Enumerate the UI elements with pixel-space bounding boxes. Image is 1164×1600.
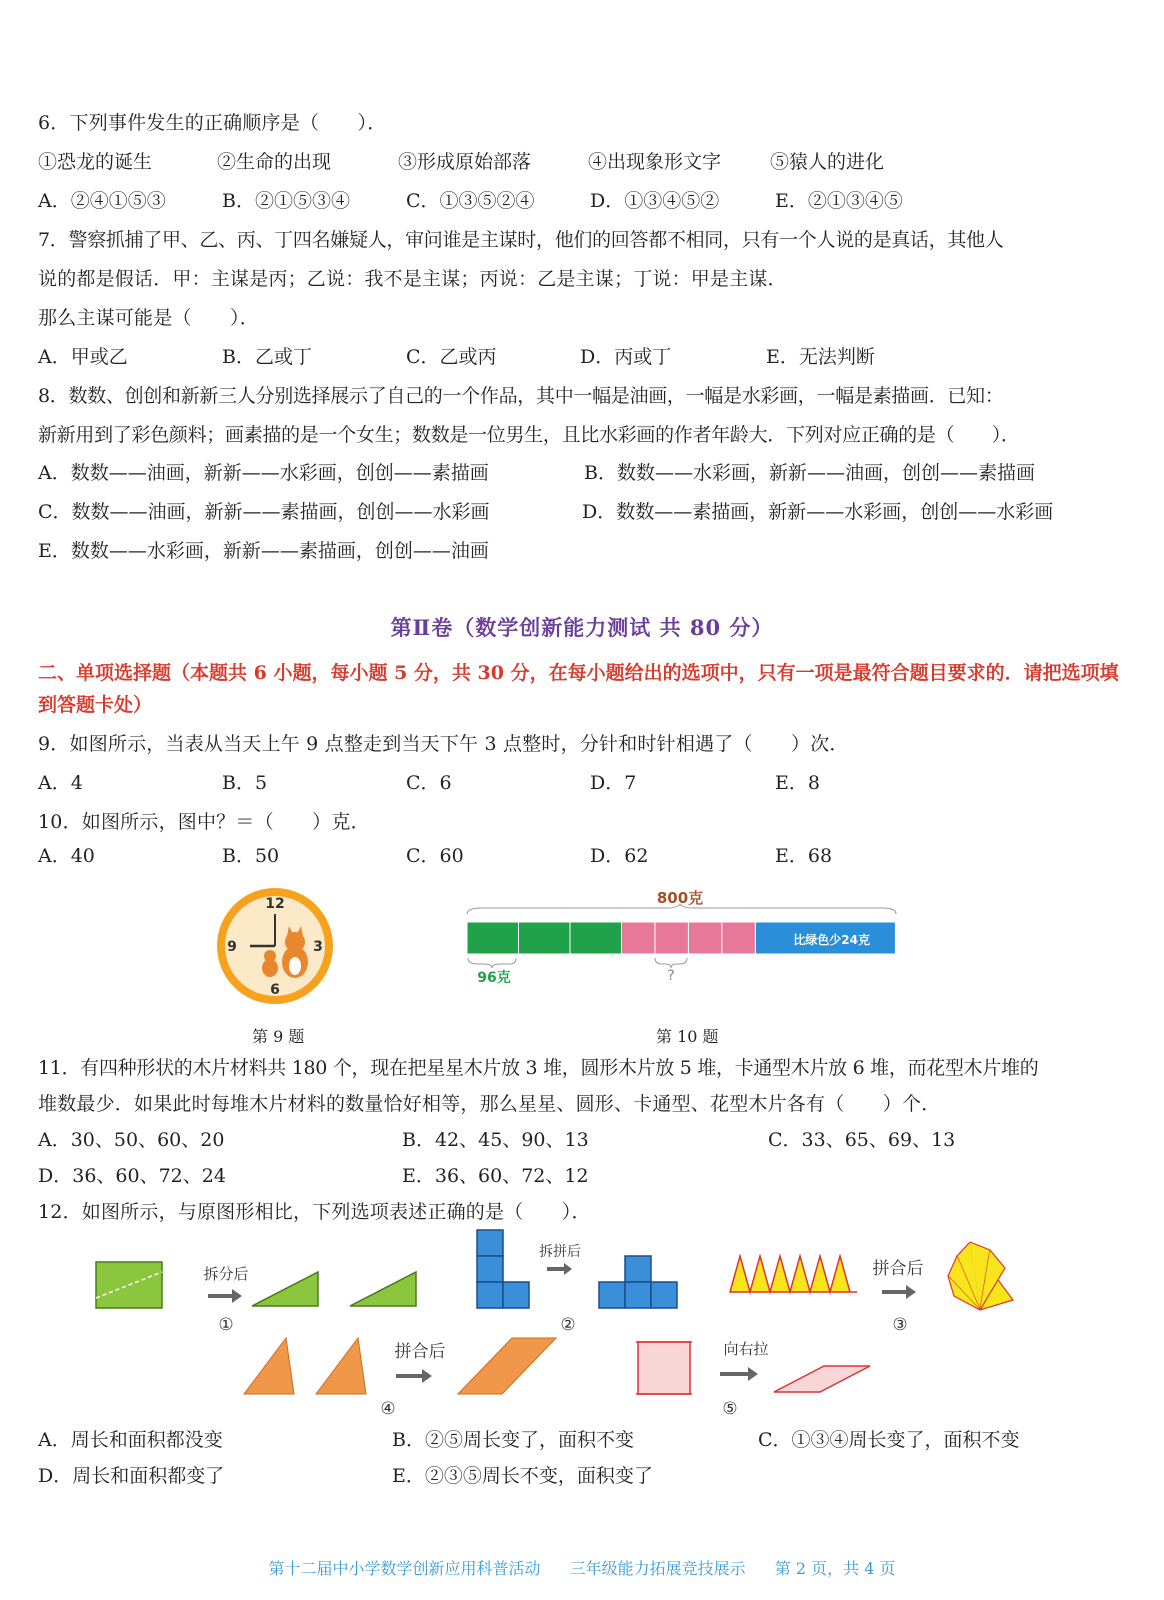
page-footer: [0, 1556, 1164, 1579]
q7-line-2: 说的都是假话．甲：主谋是丙；乙说：我不是主谋；丙说：乙是主谋；丁说：甲是主谋．: [38, 268, 787, 290]
q8-line-1: 8．数数、创创和新新三人分别选择展示了自己的一个作品，其中一幅是油画，一幅是水彩画，一幅是素描画．已知：: [38, 385, 1004, 407]
q6-option-e: E．②①③④⑤: [775, 190, 903, 212]
q6-event-2: ②生命的出现: [217, 151, 332, 173]
q6-event-4: ④出现象形文字: [588, 151, 722, 173]
q8-option-e: E．数数——水彩画，新新——素描画，创创——油画: [38, 540, 489, 562]
green-segment: [467, 922, 519, 954]
q8-option-a: A．数数——油画，新新——水彩画，创创——素描画: [38, 462, 489, 484]
bar-model-figure: [462, 884, 902, 994]
q6-event-3: ③形成原始部落: [398, 151, 532, 173]
circled-4: ④: [380, 1399, 396, 1419]
q8-option-b: B．数数——水彩画，新新——油画，创创——素描画: [584, 462, 1035, 484]
q6-stem: 6．下列事件发生的正确顺序是（ ）．: [38, 112, 387, 134]
green-segment-label: 96克: [477, 970, 511, 986]
q7-line-1: 7．警察抓捕了甲、乙、丙、丁四名嫌疑人，审问谁是主谋时，他们的回答都不相同，只有一个人说的是真话，其他人: [38, 229, 1004, 251]
q9-option-a: A．4: [38, 772, 83, 794]
q10-stem: 10．如图所示，图中？＝（ ）克．: [38, 811, 370, 833]
label-split: 拆分后: [203, 1265, 249, 1283]
q11-option-c: C．33、65、69、13: [768, 1129, 956, 1151]
q6-option-d: D．①③④⑤②: [590, 190, 720, 212]
q11-line-1: 11．有四种形状的木片材料共 180 个，现在把星星木片放 3 堆，圆形木片放 5 堆，卡通型木片放 6 堆，而花型木片堆的: [38, 1057, 1039, 1079]
q9-stem: 9．如图所示，当表从当天上午 9 点整走到当天下午 3 点整时，分针和时针相遇了（ ）次．: [38, 733, 849, 755]
total-label: 800克: [656, 889, 704, 907]
q8-option-d: D．数数——素描画，新新——水彩画，创创——水彩画: [582, 501, 1054, 523]
label-combine-3: 拼合后: [872, 1259, 924, 1279]
q10-option-d: D．62: [590, 845, 649, 867]
green-segment: [519, 922, 571, 954]
blue-segment-label: 比绿色少24克: [793, 933, 870, 947]
clock-number-9: 9: [227, 939, 237, 955]
pink-segment: [622, 922, 655, 954]
q7-option-b: B．乙或丁: [222, 346, 312, 368]
q8-line-2: 新新用到了彩色颜料；画素描的是一个女生；数数是一位男生，且比水彩画的作者年龄大．下列对应正确的是（ ）．: [38, 424, 1020, 446]
q8-option-c: C．数数——油画，新新——素描画，创创——水彩画: [38, 501, 490, 523]
circled-3: ③: [892, 1315, 908, 1335]
green-segment: [570, 922, 622, 954]
q7-option-d: D．丙或丁: [580, 346, 672, 368]
q7-option-a: A．甲或乙: [38, 346, 128, 368]
footer-page: 第 2 页，共 4 页: [774, 1559, 896, 1578]
q10-option-c: C．60: [406, 845, 464, 867]
clock-figure: [210, 884, 340, 1014]
clock-number-12: 12: [265, 896, 285, 912]
pink-segment: [655, 922, 688, 954]
q6-option-b: B．②①⑤③④: [222, 190, 350, 212]
q12-option-b: B．②⑤周长变了，面积不变: [392, 1429, 634, 1451]
q6-event-5: ⑤猿人的进化: [770, 151, 885, 173]
q9-option-b: B．5: [222, 772, 268, 794]
q11-line-2: 堆数最少．如果此时每堆木片材料的数量恰好相等，那么星星、圆形、卡通型、花型木片各有（ ）个．: [38, 1093, 941, 1115]
q11-option-b: B．42、45、90、13: [402, 1129, 589, 1151]
q7-option-c: C．乙或丙: [406, 346, 497, 368]
q9-caption: 第 9 题: [252, 1027, 305, 1046]
shape-transform-figure: [80, 1226, 1040, 1426]
section-2-title: 第Ⅱ卷（数学创新能力测试 共 80 分）: [390, 615, 774, 640]
q12-option-c: C．①③④周长变了，面积不变: [758, 1429, 1020, 1451]
footer-grade: 三年级能力拓展竞技展示: [569, 1559, 746, 1578]
label-pull-right: 向右拉: [723, 1340, 769, 1358]
q10-option-a: A．40: [38, 845, 95, 867]
q10-caption: 第 10 题: [656, 1027, 719, 1046]
q12-option-d: D．周长和面积都变了: [38, 1465, 225, 1487]
q7-line-3: 那么主谋可能是（ ）．: [38, 307, 259, 329]
q9-option-c: C．6: [406, 772, 452, 794]
q6-event-1: ①恐龙的诞生: [38, 151, 153, 173]
q9-option-e: E．8: [775, 772, 820, 794]
q7-option-e: E．无法判断: [766, 346, 875, 368]
label-rearrange: 拆拼后: [539, 1244, 581, 1260]
q11-option-e: E．36、60、72、12: [402, 1165, 589, 1187]
total-brace: [467, 904, 896, 914]
q12-option-e: E．②③⑤周长不变，面积变了: [392, 1465, 653, 1487]
q6-option-c: C．①③⑤②④: [406, 190, 535, 212]
question-mark: ?: [667, 968, 675, 984]
pink-brace: [655, 958, 687, 968]
clock-number-3: 3: [313, 939, 323, 955]
q10-option-e: E．68: [775, 845, 833, 867]
q12-option-a: A．周长和面积都没变: [38, 1429, 223, 1451]
pink-segment: [688, 922, 721, 954]
figure-2-rearrange: [477, 1230, 677, 1308]
circled-2: ②: [560, 1315, 576, 1335]
clock-number-6: 6: [270, 982, 280, 998]
q10-option-b: B．50: [222, 845, 280, 867]
circled-1: ①: [218, 1315, 234, 1335]
q9-option-d: D．7: [590, 772, 637, 794]
label-combine-4: 拼合后: [394, 1342, 446, 1362]
pink-segment: [722, 922, 755, 954]
q11-option-a: A．30、50、60、20: [38, 1129, 225, 1151]
figure-1-split: [96, 1262, 416, 1308]
q12-stem: 12．如图所示，与原图形相比，下列选项表述正确的是（ ）．: [38, 1201, 591, 1223]
footer-event: 第十二届中小学数学创新应用科普活动: [268, 1559, 541, 1578]
q6-option-a: A．②④①⑤③: [38, 190, 166, 212]
q11-option-d: D．36、60、72、24: [38, 1165, 226, 1187]
figure-3-combine: [730, 1242, 1013, 1310]
circled-5: ⑤: [722, 1399, 738, 1419]
green-brace: [468, 958, 516, 968]
section-2-instruction: 二、单项选择题（本题共 6 小题，每小题 5 分，共 30 分，在每小题给出的选项中，只有一项是最符合题目要求的．请把选项填到答题卡处）: [38, 662, 1119, 716]
